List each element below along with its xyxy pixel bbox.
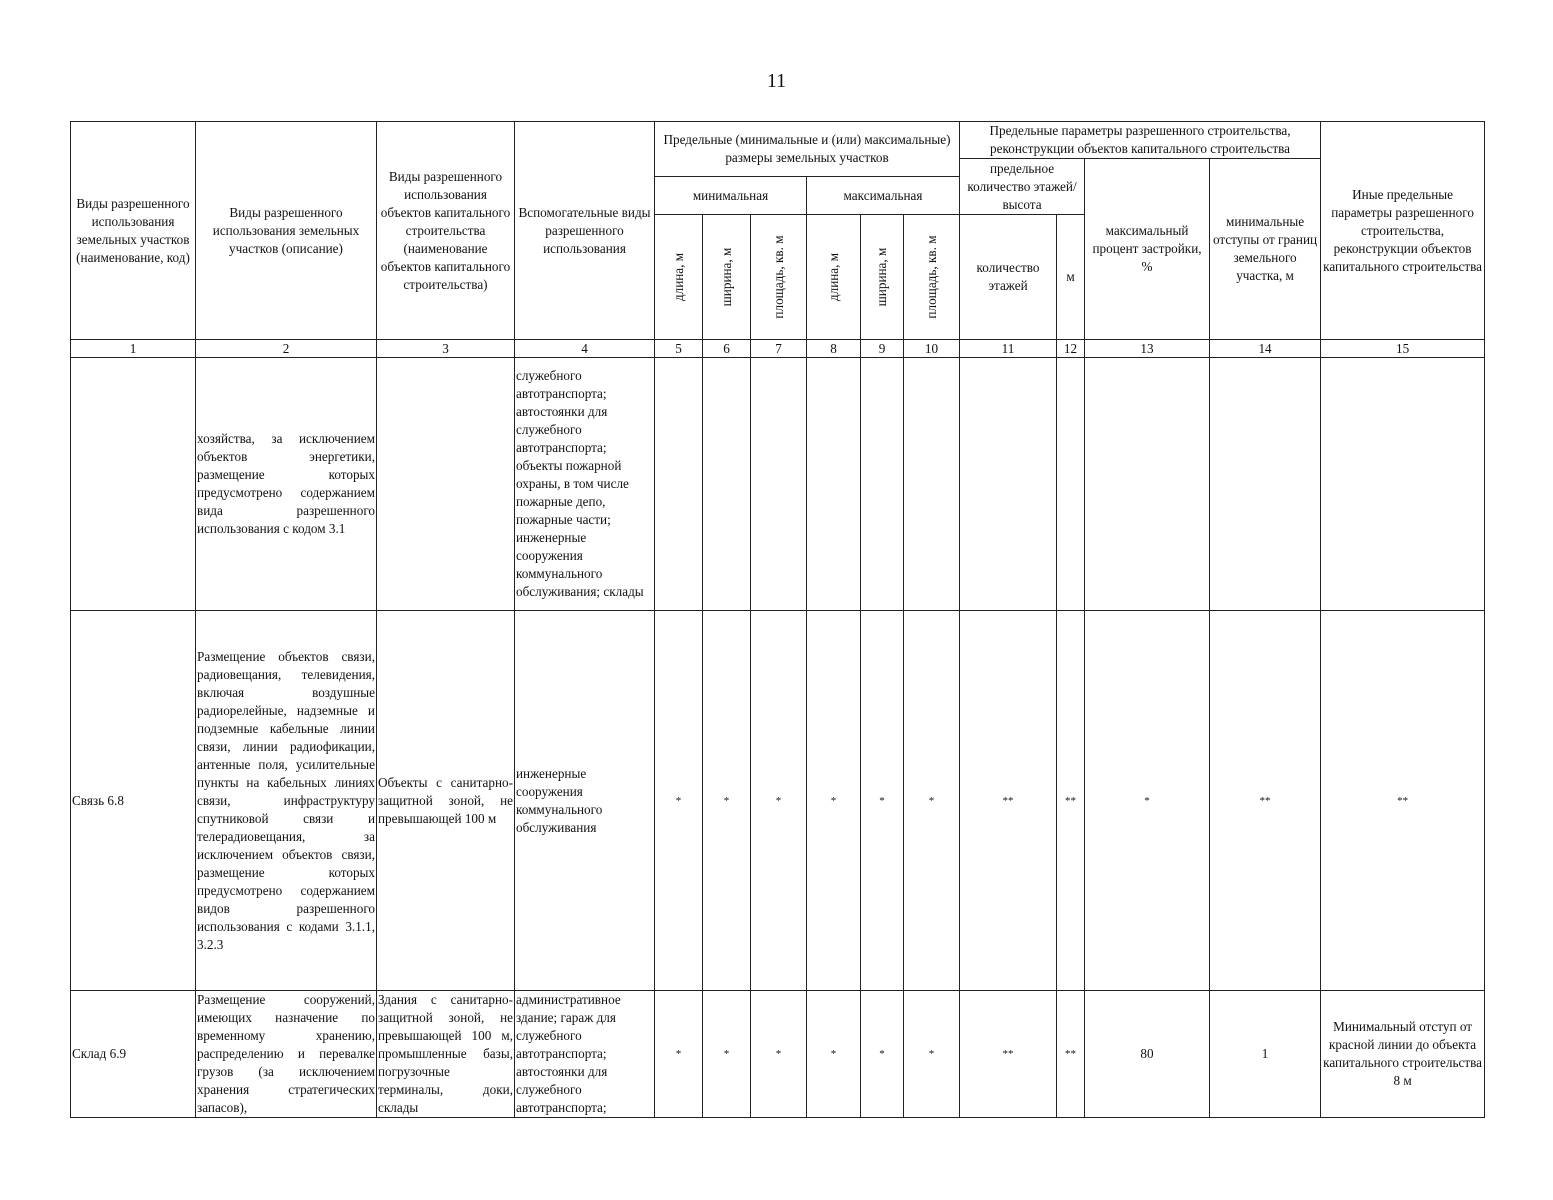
min-area-value xyxy=(751,358,807,611)
header-maximum: максимальная xyxy=(807,177,960,215)
floors-value: ** xyxy=(960,991,1057,1118)
table-row xyxy=(71,358,1485,611)
max-area-value: * xyxy=(904,611,960,991)
min-setback-value: ** xyxy=(1210,611,1321,991)
max-width-value xyxy=(861,358,904,611)
min-length-value: * xyxy=(655,991,703,1118)
col-number: 12 xyxy=(1057,340,1085,358)
col-number: 15 xyxy=(1321,340,1485,358)
min-setback-value: 1 xyxy=(1210,991,1321,1118)
col-number: 10 xyxy=(904,340,960,358)
land-use-name: Связь 6.8 xyxy=(71,611,196,991)
header-floors-height: предельное количество этажей/высота xyxy=(960,159,1085,215)
land-use-name: Склад 6.9 xyxy=(71,991,196,1118)
max-area-value: * xyxy=(904,991,960,1118)
header-floors: количество этажей xyxy=(960,215,1057,340)
min-length-value xyxy=(655,358,703,611)
header-plot-sizes: Предельные (минимальные и (или) максимальные) размеры земельных участков xyxy=(655,122,960,177)
min-width-value: * xyxy=(703,991,751,1118)
header-other-params: Иные предельные параметры разрешенного строительства, реконструкции объектов капитального строительства xyxy=(1321,122,1485,340)
min-area-value: * xyxy=(751,991,807,1118)
min-width-value: * xyxy=(703,611,751,991)
min-setback-value xyxy=(1210,358,1321,611)
max-length-value: * xyxy=(807,991,861,1118)
max-percent-value: 80 xyxy=(1085,991,1210,1118)
land-use-name xyxy=(71,358,196,611)
land-use-description: Размещение сооружений, имеющих назначение по временному хранению, распределению и перевалке грузов (за исключением хранения стратегических запасов), xyxy=(196,991,377,1118)
header-minimum: минимальная xyxy=(655,177,807,215)
max-area-value xyxy=(904,358,960,611)
header-height-m: м xyxy=(1057,215,1085,340)
floors-value: ** xyxy=(960,611,1057,991)
col-number: 8 xyxy=(807,340,861,358)
col-number: 2 xyxy=(196,340,377,358)
construction-objects: Здания с санитарно-защитной зоной, не превышающей 100 м, промышленные базы, погрузочные терминалы, доки, склады xyxy=(377,991,515,1118)
land-use-description: Размещение объектов связи, радиовещания, телевидения, включая воздушные радиорелейные, надземные и подземные кабельные линии связи, линии радиофикации, антенные поля, усилительные пункты на кабельных линиях связи, инфраструктуру спутниковой связи и телерадиовещания, за исключением объектов связи, размещение которых предусмотрено содержанием видов разрешенного использования с кодами 3.1.1, 3.2.3 xyxy=(196,611,377,991)
header-max-percent: максимальный процент застройки, % xyxy=(1085,159,1210,340)
floors-value xyxy=(960,358,1057,611)
height-value: ** xyxy=(1057,991,1085,1118)
auxiliary-uses: административное здание; гараж для служебного автотранспорта; автостоянки для служебного автотранспорта; xyxy=(515,991,655,1118)
col-number: 3 xyxy=(377,340,515,358)
min-length-value: * xyxy=(655,611,703,991)
col-number: 7 xyxy=(751,340,807,358)
other-params-value xyxy=(1321,358,1485,611)
header-max-area: площадь, кв. м xyxy=(904,215,960,340)
other-params-value: ** xyxy=(1321,611,1485,991)
max-length-value: * xyxy=(807,611,861,991)
auxiliary-uses: инженерные сооружения коммунального обслуживания xyxy=(515,611,655,991)
auxiliary-uses: служебного автотранспорта; автостоянки для служебного автотранспорта; объекты пожарной охраны, в том числе пожарные депо, пожарные части; инженерные сооружения коммунального обслуживания; склады xyxy=(515,358,655,611)
construction-objects: Объекты с санитарно-защитной зоной, не превышающей 100 м xyxy=(377,611,515,991)
col-number: 14 xyxy=(1210,340,1321,358)
max-width-value: * xyxy=(861,991,904,1118)
col-number: 5 xyxy=(655,340,703,358)
header-auxiliary-use: Вспомогательные виды разрешенного использования xyxy=(515,122,655,340)
max-width-value: * xyxy=(861,611,904,991)
header-construction-params: Предельные параметры разрешенного строительства, реконструкции объектов капитального строительства xyxy=(960,122,1321,159)
col-number: 4 xyxy=(515,340,655,358)
header-min-area: площадь, кв. м xyxy=(751,215,807,340)
header-min-length: длина, м xyxy=(655,215,703,340)
height-value xyxy=(1057,358,1085,611)
col-number: 13 xyxy=(1085,340,1210,358)
header-max-length: длина, м xyxy=(807,215,861,340)
max-percent-value: * xyxy=(1085,611,1210,991)
max-length-value xyxy=(807,358,861,611)
col-number: 9 xyxy=(861,340,904,358)
col-number: 11 xyxy=(960,340,1057,358)
min-area-value: * xyxy=(751,611,807,991)
col-number: 1 xyxy=(71,340,196,358)
column-numbers-row xyxy=(71,340,1485,358)
table-row xyxy=(71,611,1485,991)
other-params-value: Минимальный отступ от красной линии до объекта капитального строительства 8 м xyxy=(1321,991,1485,1118)
max-percent-value xyxy=(1085,358,1210,611)
col-number: 6 xyxy=(703,340,751,358)
min-width-value xyxy=(703,358,751,611)
header-min-width: ширина, м xyxy=(703,215,751,340)
header-land-use-type: Виды разрешенного использования земельных участков (наименование, код) xyxy=(71,122,196,340)
land-use-description: хозяйства, за исключением объектов энергетики, размещение которых предусмотрено содержанием вида разрешенного использования с кодом 3.1 xyxy=(196,358,377,611)
header-land-use-description: Виды разрешенного использования земельных участков (описание) xyxy=(196,122,377,340)
header-construction-use: Виды разрешенного использования объектов капитального строительства (наименование объектов капитального строительства) xyxy=(377,122,515,340)
zoning-regulations-table xyxy=(70,121,1485,1118)
table-row xyxy=(71,991,1485,1118)
header-min-setback: минимальные отступы от границ земельного участка, м xyxy=(1210,159,1321,340)
page-number: 11 xyxy=(766,70,787,92)
height-value: ** xyxy=(1057,611,1085,991)
header-max-width: ширина, м xyxy=(861,215,904,340)
construction-objects xyxy=(377,358,515,611)
